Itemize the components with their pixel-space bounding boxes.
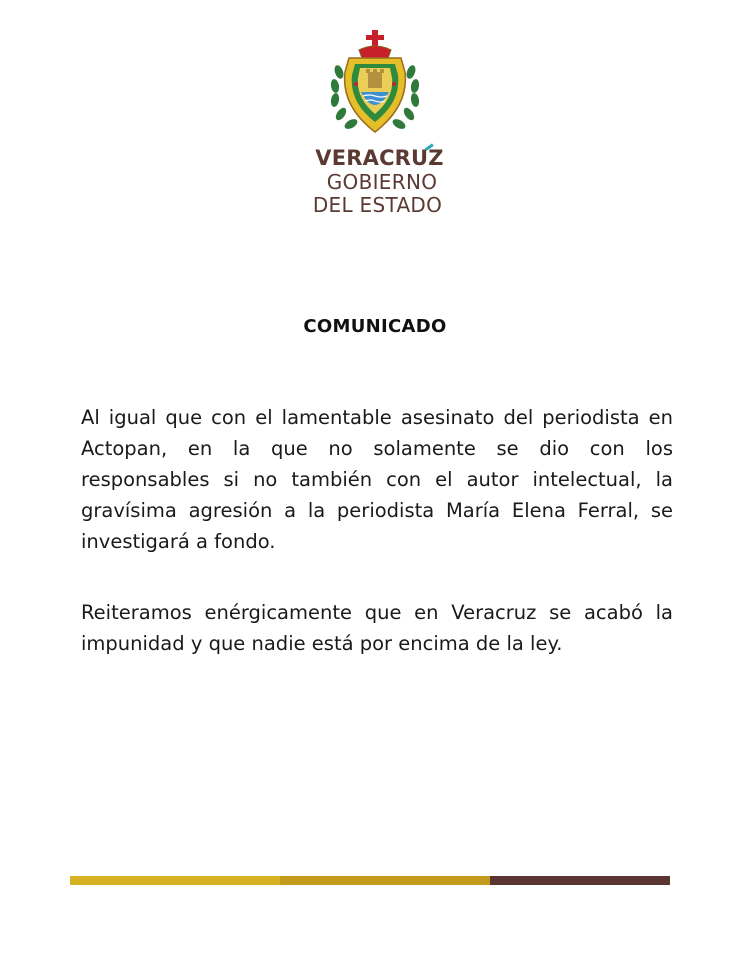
footer-bar-segment-gold xyxy=(70,876,280,885)
logo-line-2: GOBIERNO xyxy=(326,170,438,194)
footer-bar-segment-dark-gold xyxy=(280,876,490,885)
logo-line-1: VERACRUZ xyxy=(315,146,444,170)
veracruz-coat-of-arms-icon xyxy=(325,28,425,140)
footer-bar-segment-brown xyxy=(490,876,670,885)
logo-state-name xyxy=(309,148,450,169)
logo-line-3: DEL ESTADO xyxy=(312,193,443,217)
paragraph-1: Al igual que con el lamentable asesinato del periodista en Actopan, en la que no solamente se dio con los responsables si no también con el autor intelectual, la gravísima agresión a la periodista María Elena Ferral, se investigará a fondo. xyxy=(81,406,673,553)
logo-wordmark xyxy=(300,148,450,215)
header-logo xyxy=(0,28,750,217)
document-title: COMUNICADO xyxy=(303,316,447,337)
footer-color-bar xyxy=(70,876,670,885)
paragraph-2: Reiteramos enérgicamente que en Veracruz se acabó la impunidad y que nadie está por encima de la ley. xyxy=(81,601,673,655)
